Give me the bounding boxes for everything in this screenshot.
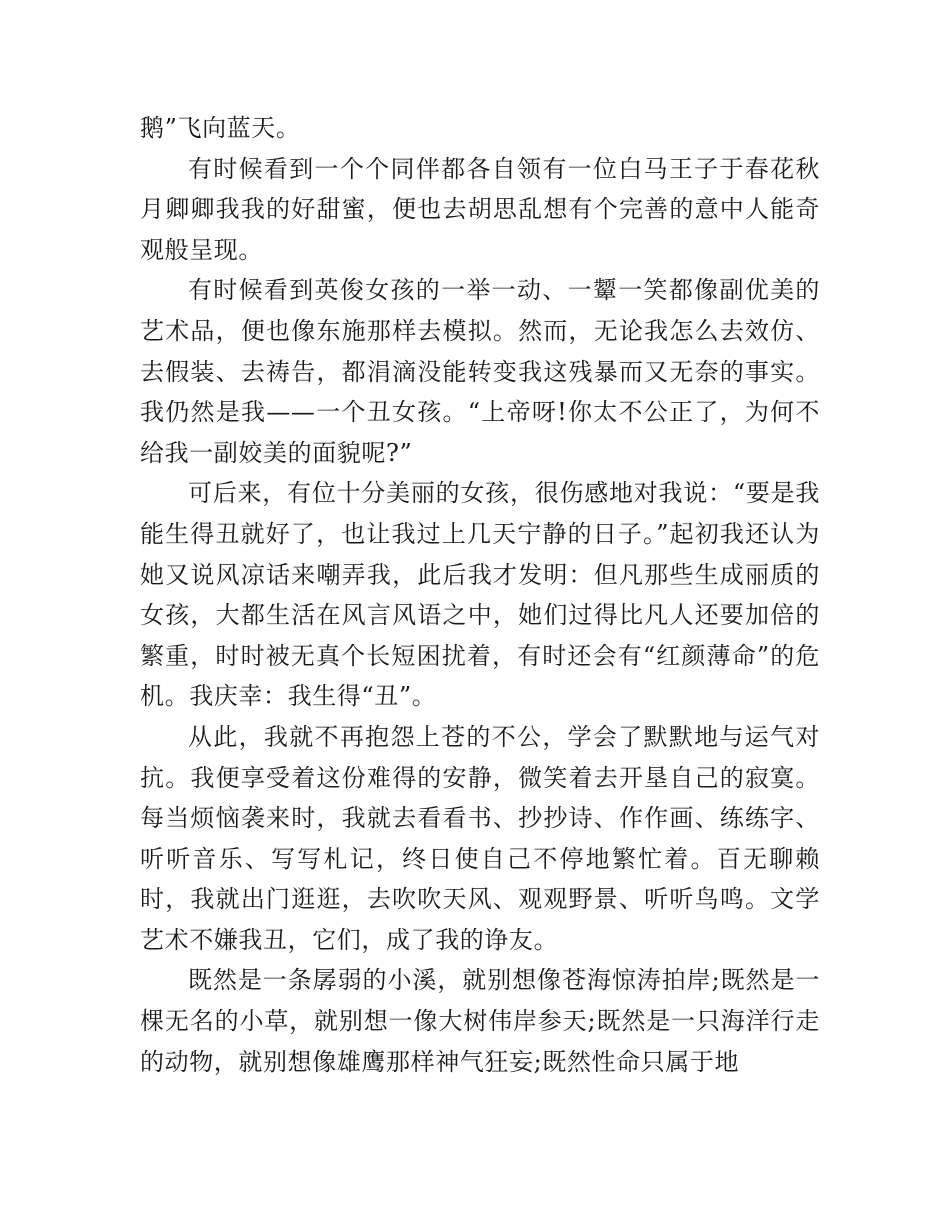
paragraph-5: 从此，我就不再抱怨上苍的不公，学会了默默地与运气对抗。我便享受着这份难得的安静，微笑着去开垦自己的寂寞。每当烦恼袭来时，我就去看看书、抄抄诗、作作画、练练字、听听音乐、写写札记，终日使自己不停地繁忙着。百无聊赖时，我就出门逛逛，去吹吹天风、观观野景、听听鸟鸣。文学艺术不嫌我丑，它们，成了我的诤友。: [140, 722, 820, 954]
paragraph-2: 有时候看到一个个同伴都各自领有一位白马王子于春花秋月卿卿我我的好甜蜜，便也去胡思乱想有个完善的意中人能奇观般呈现。: [140, 154, 820, 264]
paragraph-6: 既然是一条孱弱的小溪，就别想像苍海惊涛拍岸;既然是一棵无名的小草，就别想一像大树伟岸参天;既然是一只海洋行走的动物，就别想像雄鹰那样神气狂妄;既然性命只属于地: [140, 966, 820, 1076]
paragraph-1: 鹅”飞向蓝天。: [140, 114, 301, 142]
paragraph-4: 可后来，有位十分美丽的女孩，很伤感地对我说：“要是我能生得丑就好了，也让我过上几天宁静的日子。”起初我还认为她又说风凉话来嘲弄我，此后我才发明：但凡那些生成丽质的女孩，大都生活在风言风语之中，她们过得比凡人还要加倍的繁重，时时被无真个长短困扰着，有时还会有“红颜薄命”的危机。我庆幸：我生得“丑”。: [140, 479, 820, 711]
paragraph-3: 有时候看到英俊女孩的一举一动、一颦一笑都像副优美的艺术品，便也像东施那样去模拟。然而，无论我怎么去效仿、去假装、去祷告，都涓滴没能转变我这残暴而又无奈的事实。我仍然是我——一个丑女孩。“上帝呀!你太不公正了，为何不给我一副姣美的面貌呢?”: [140, 276, 820, 467]
document-body: [140, 108, 820, 1082]
